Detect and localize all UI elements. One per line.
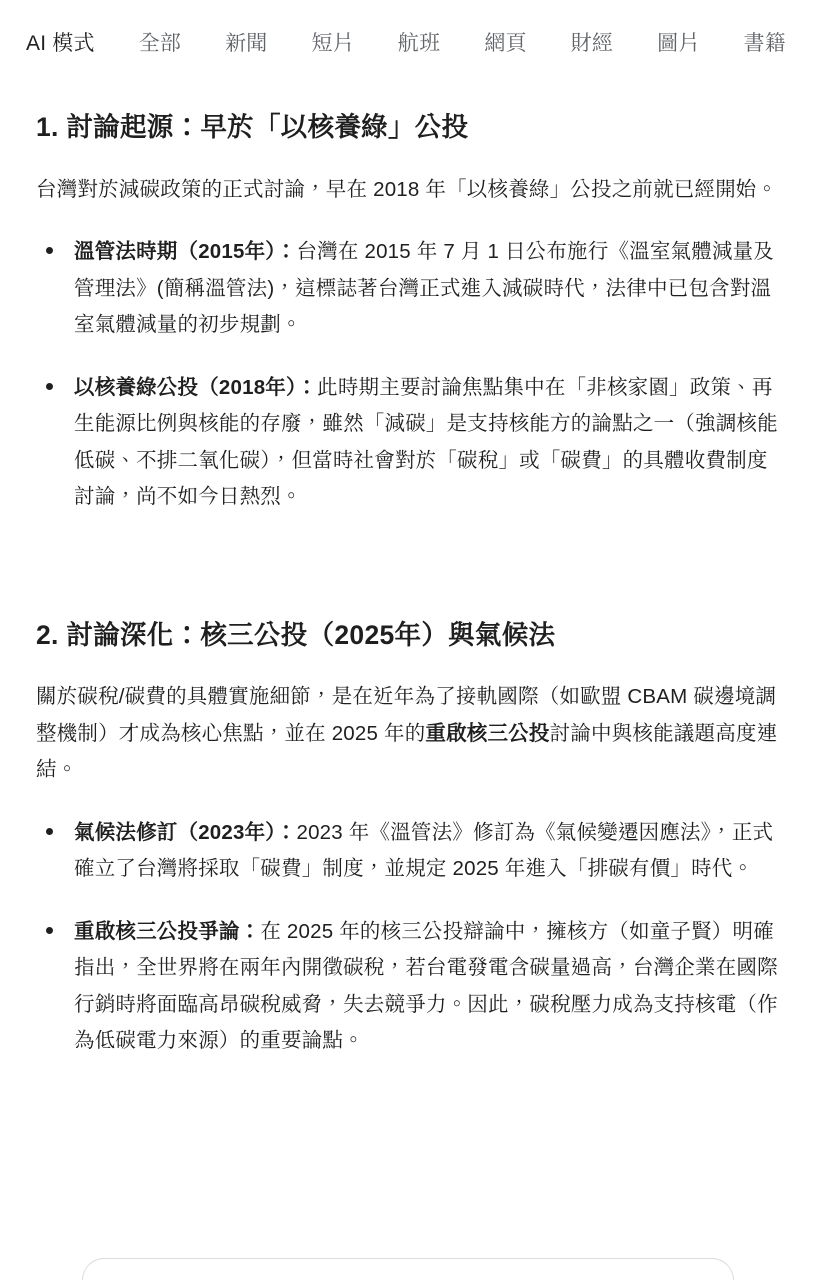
section-2-paragraph-after: 討論中與核能議題高度連結。 (36, 721, 778, 782)
list-item (30, 234, 787, 343)
section-1-paragraph: 台灣對於減碳政策的正式討論，早在 2018 年「以核養綠」公投之前就已經開始。 (36, 177, 778, 201)
list-item-body: 此時期主要討論焦點集中在「非核家園」政策、再生能源比例與核能的存廢，雖然「減碳」是支持核能方的論點之一（強調核能低碳、不排二氧化碳），但當時社會對於「碳稅」或「碳費」的具體收費制度討論，尚不如今日熱烈。 (74, 375, 778, 509)
section-2-bullet-list (30, 815, 787, 1060)
section-divider-space (30, 542, 787, 594)
list-item-lead: 氣候法修訂（2023年）： (74, 820, 297, 844)
tab-finance[interactable]: 財經 (570, 31, 614, 55)
list-item-body: 2023 年《溫管法》修訂為《氣候變遷因應法》，正式確立了台灣將採取「碳費」制度，並規定 2025 年進入「排碳有價」時代。 (74, 820, 774, 881)
tab-short-videos[interactable]: 短片 (311, 31, 354, 55)
list-item-body: 台灣在 2015 年 7 月 1 日公布施行《溫室氣體減量及管理法》(簡稱溫管法)，這標誌著台灣正式進入減碳時代，法律中已包含對溫室氣體減量的初步規劃。 (74, 240, 775, 337)
answer-content (0, 110, 815, 1116)
tab-flights[interactable]: 航班 (397, 31, 441, 55)
tab-ai-mode[interactable]: AI 模式 (26, 31, 95, 55)
tab-images[interactable]: 圖片 (657, 31, 700, 55)
tab-news[interactable]: 新聞 (225, 31, 268, 55)
tab-web[interactable]: 網頁 (484, 31, 527, 55)
section-1-bullet-list (30, 234, 787, 515)
section-2-paragraph-before: 關於碳稅/碳費的具體實施細節，是在近年為了接軌國際（如歐盟 CBAM 碳邊境調整機制）才成為核心焦點，並在 2025 年的 (36, 685, 777, 745)
bottom-sheet-handle[interactable] (0, 1258, 815, 1280)
section-1-heading: 1. 討論起源：早於「以核養綠」公投 (36, 112, 469, 142)
list-item-lead: 重啟核三公投爭論： (74, 919, 261, 943)
list-item-lead: 以核養綠公投（2018年）： (74, 375, 318, 399)
list-item (30, 914, 787, 1060)
list-item-lead: 溫管法時期（2015年）： (74, 240, 297, 264)
section-2-paragraph-highlight: 重啟核三公投 (425, 721, 550, 745)
search-mode-tabbar (0, 0, 815, 86)
list-item (30, 815, 787, 888)
content-bottom-space (30, 1086, 787, 1116)
list-item-body: 在 2025 年的核三公投辯論中，擁核方（如童子賢）明確指出，全世界將在兩年內開徵碳稅，若台電發電含碳量過高，台灣企業在國際行銷時將面臨高昂碳稅威脅，失去競爭力。因此，碳稅壓力成為支持核電（作為低碳電力來源）的重要論點。 (74, 919, 778, 1053)
section-2-heading: 2. 討論深化：核三公投（2025年）與氣候法 (36, 619, 556, 650)
list-item (30, 370, 787, 516)
tab-all[interactable]: 全部 (138, 31, 182, 55)
section-2-paragraph (36, 679, 787, 788)
tab-books[interactable]: 書籍 (743, 31, 786, 55)
bottom-sheet-pill (82, 1258, 734, 1280)
